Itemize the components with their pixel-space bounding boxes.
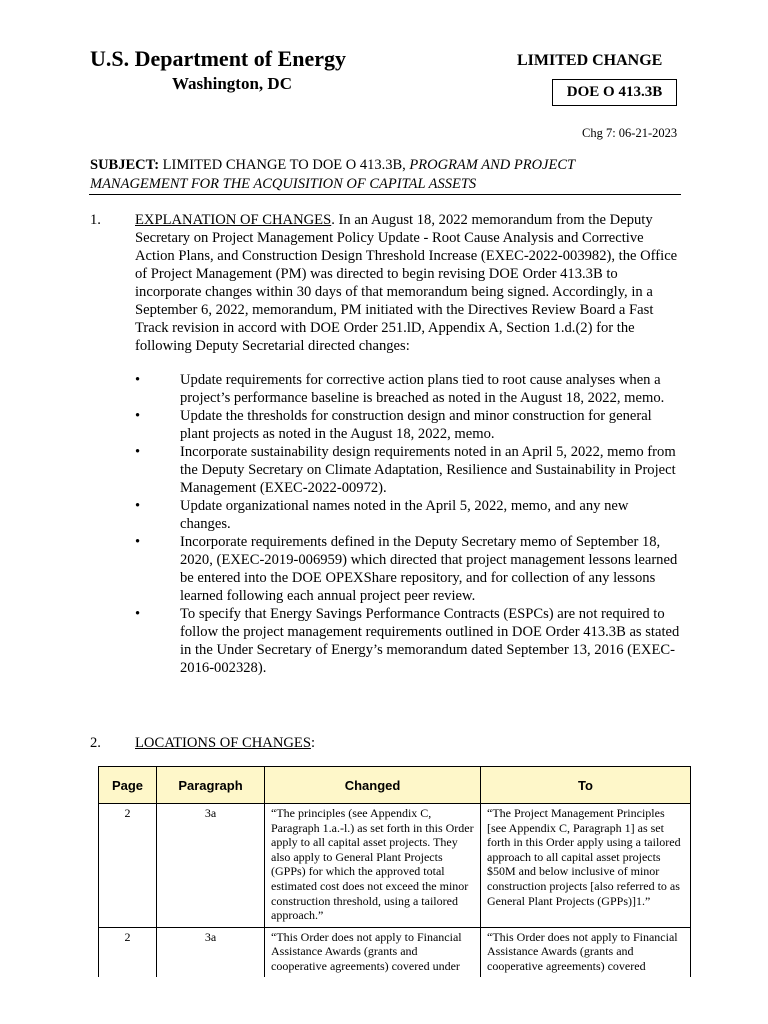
cell-changed: “The principles (see Appendix C, Paragraph 1.a.-l.) as set forth in this Order apply to all capital asset projects. They also apply to General Plant Projects (GPPs) for which the approved total estimated cost does not exceed the minor construction threshold, using a tailored approach.” <box>265 804 481 928</box>
cell-to: “This Order does not apply to Financial Assistance Awards (grants and cooperative agreements) covered <box>481 927 691 978</box>
list-item <box>135 497 681 533</box>
section-1-paragraph <box>135 211 681 355</box>
section-1-body: . In an August 18, 2022 memorandum from the Deputy Secretary on Project Management Policy Update - Root Cause Analysis and Corrective Action Plans, and Construction Design Threshold Increase (EXEC-2022-003982), the Office of Project Management (PM) was directed to begin revising DOE Order 413.3B to incorporate changes within 30 days of that memorandum being signed. Accordingly, in a September 6, 2022, memorandum, PM initiated with the Directives Review Board a Fast Track revision in accord with DOE Order 251.lD, Appendix A, Section 1.d.(2) for the following Deputy Secretarial directed changes: <box>135 212 678 354</box>
subject-line <box>90 156 650 194</box>
list-item <box>135 443 681 497</box>
changes-table <box>98 766 691 979</box>
column-header-paragraph: Paragraph <box>157 767 265 804</box>
section-1-heading: EXPLANATION OF CHANGES <box>135 212 332 228</box>
cell-page: 2 <box>99 804 157 928</box>
bullet-text: Update organizational names noted in the April 5, 2022, memo, and any new changes. <box>180 498 629 532</box>
list-item <box>135 371 681 407</box>
section-2-paragraph <box>135 734 315 752</box>
cell-paragraph: 3a <box>157 804 265 928</box>
subject-divider <box>89 194 681 195</box>
section-2-heading: LOCATIONS OF CHANGES <box>135 735 311 751</box>
changes-bullet-list <box>135 371 681 677</box>
cell-page: 2 <box>99 927 157 978</box>
change-line: Chg 7: 06-21-2023 <box>582 126 678 140</box>
page-bottom-mask <box>0 977 768 1024</box>
list-item <box>135 605 681 677</box>
bullet-icon: • <box>135 408 141 424</box>
cell-paragraph: 3a <box>157 927 265 978</box>
column-header-page: Page <box>99 767 157 804</box>
bullet-icon: • <box>135 444 141 460</box>
bullet-text: Incorporate sustainability design requirements noted in an April 5, 2022, memo from the Deputy Secretary on Climate Adaptation, Resilience and Sustainability in Project Management (EXEC-2022-00972). <box>180 444 676 496</box>
bullet-icon: • <box>135 372 141 388</box>
subject-text: LIMITED CHANGE TO DOE O 413.3B, <box>159 157 410 173</box>
change-type: LIMITED CHANGE <box>517 52 663 69</box>
bullet-text: To specify that Energy Savings Performance Contracts (ESPCs) are not required to follow the project management requirements outlined in DOE Order 413.3B as stated in the Under Secretary of Energy’s memorandum dated September 13, 2016 (EXEC-2016-002328). <box>180 606 680 676</box>
table-row <box>99 927 691 978</box>
bullet-text: Update requirements for corrective action plans tied to root cause analyses when a project’s performance baseline is breached as noted in the August 18, 2022, memo. <box>180 372 665 406</box>
bullet-icon: • <box>135 606 141 622</box>
subject-label: SUBJECT: <box>90 157 160 173</box>
order-number: DOE O 413.3B <box>566 84 663 100</box>
cell-to: “The Project Management Principles [see Appendix C, Paragraph 1] as set forth in this Order apply using a tailored approach to all capital asset projects $50M and below inclusive of minor construction projects [also referred to as General Plant Projects (GPPs)]1.” <box>481 804 691 928</box>
order-number-box <box>552 79 677 106</box>
list-item <box>135 533 681 605</box>
agency-city: Washington, DC <box>172 74 292 93</box>
subject-title: PROGRAM AND PROJECT MANAGEMENT FOR THE ACQUISITION OF CAPITAL ASSETS <box>90 157 575 192</box>
bullet-text: Update the thresholds for construction design and minor construction for general plant projects as noted in the August 18, 2022, memo. <box>180 408 652 442</box>
section-1-number: 1. <box>90 212 101 228</box>
bullet-icon: • <box>135 534 141 550</box>
column-header-changed: Changed <box>265 767 481 804</box>
section-2-number: 2. <box>90 735 101 751</box>
agency-name: U.S. Department of Energy <box>90 46 347 71</box>
table-row <box>99 804 691 928</box>
column-header-to: To <box>481 767 691 804</box>
list-item <box>135 407 681 443</box>
bullet-text: Incorporate requirements defined in the Deputy Secretary memo of September 18, 2020, (EXEC-2019-006959) which directed that project management lessons learned be entered into the DOE OPEXShare repository, and for collection of any lessons learned following each annual project peer review. <box>180 534 678 604</box>
section-2-colon: : <box>310 735 316 751</box>
table-header-row <box>99 767 691 804</box>
bullet-icon: • <box>135 498 141 514</box>
cell-changed: “This Order does not apply to Financial Assistance Awards (grants and cooperative agreements) covered under <box>265 927 481 978</box>
